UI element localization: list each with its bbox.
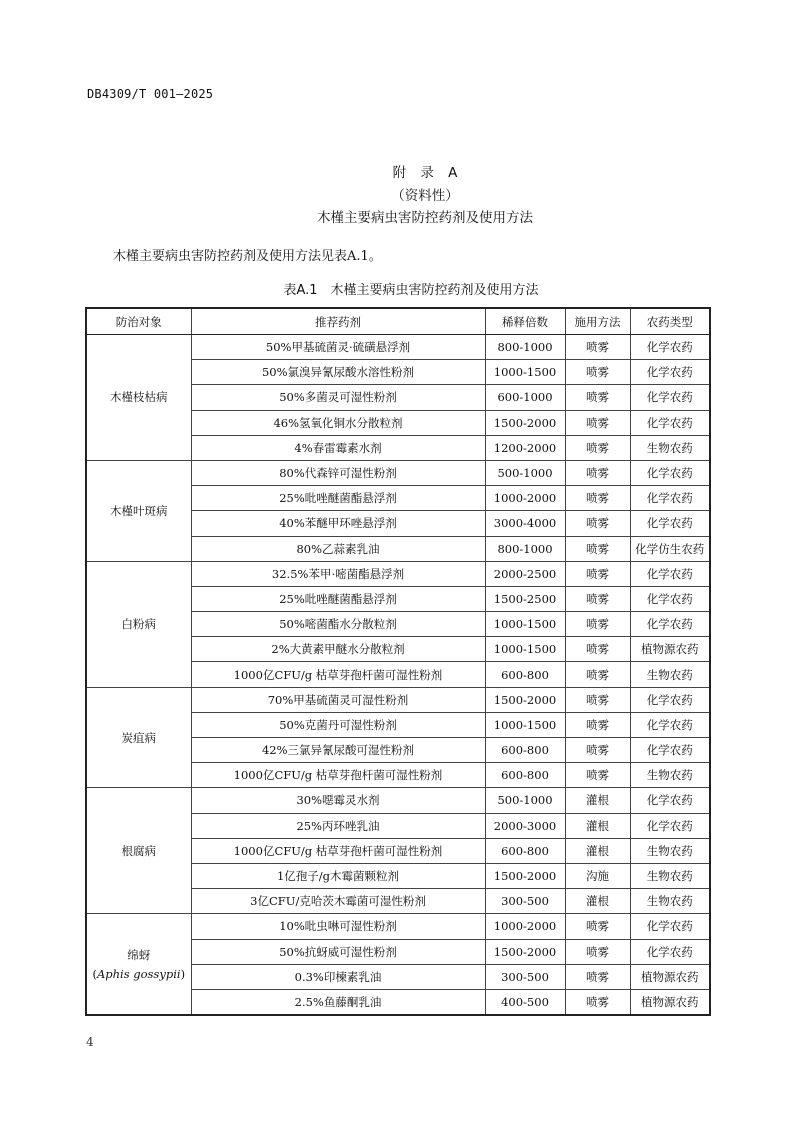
method-cell: 喷雾	[565, 687, 630, 712]
type-cell: 植物源农药	[630, 964, 710, 989]
method-cell: 喷雾	[565, 586, 630, 611]
appendix-title: 附 录 A	[392, 165, 458, 181]
method-cell: 喷雾	[565, 662, 630, 687]
target-cell	[86, 335, 191, 461]
dilution-cell: 1000-1500	[485, 637, 565, 662]
dilution-cell: 500-1000	[485, 788, 565, 813]
dilution-cell: 1500-2000	[485, 687, 565, 712]
document-code: DB4309/T 001—2025	[87, 87, 214, 101]
agent-cell: 25%丙环唑乳油	[191, 813, 485, 838]
method-cell: 喷雾	[565, 385, 630, 410]
agent-cell: 80%代森锌可湿性粉剂	[191, 460, 485, 485]
agent-cell: 46%氢氧化铜水分散粒剂	[191, 410, 485, 435]
dilution-cell: 600-800	[485, 738, 565, 763]
dilution-cell: 1000-1500	[485, 612, 565, 637]
agent-cell: 30%噁霉灵水剂	[191, 788, 485, 813]
scientific-name-text: Aphis gossypii	[96, 967, 181, 982]
agent-cell: 32.5%苯甲·嘧菌酯悬浮剂	[191, 561, 485, 586]
dilution-cell: 800-1000	[485, 335, 565, 360]
agent-cell: 25%吡唑醚菌酯悬浮剂	[191, 586, 485, 611]
agent-cell: 10%吡虫啉可湿性粉剂	[191, 914, 485, 939]
type-cell: 化学农药	[630, 612, 710, 637]
agent-cell: 50%多菌灵可湿性粉剂	[191, 385, 485, 410]
type-cell: 化学农药	[630, 712, 710, 737]
method-cell: 喷雾	[565, 612, 630, 637]
method-cell: 喷雾	[565, 511, 630, 536]
type-cell: 化学农药	[630, 335, 710, 360]
method-cell: 喷雾	[565, 561, 630, 586]
type-cell: 生物农药	[630, 763, 710, 788]
table-header-row	[86, 308, 710, 335]
agent-cell: 50%克菌丹可湿性粉剂	[191, 712, 485, 737]
pesticide-table	[85, 307, 711, 1016]
target-scientific-name: (Aphis gossypii)	[92, 967, 186, 982]
agent-cell: 0.3%印楝素乳油	[191, 964, 485, 989]
dilution-cell: 800-1000	[485, 536, 565, 561]
method-cell: 灌根	[565, 838, 630, 863]
table-row	[86, 914, 710, 939]
agent-cell: 50%嘧菌酯水分散粒剂	[191, 612, 485, 637]
agent-cell: 25%吡唑醚菌酯悬浮剂	[191, 486, 485, 511]
agent-cell: 1000亿CFU/g 枯草芽孢杆菌可湿性粉剂	[191, 763, 485, 788]
method-cell: 喷雾	[565, 964, 630, 989]
type-cell: 化学农药	[630, 914, 710, 939]
dilution-cell: 1500-2000	[485, 939, 565, 964]
type-cell: 化学农药	[630, 939, 710, 964]
method-cell: 喷雾	[565, 637, 630, 662]
method-cell: 喷雾	[565, 460, 630, 485]
type-cell: 化学农药	[630, 460, 710, 485]
agent-cell: 50%甲基硫菌灵·硫磺悬浮剂	[191, 335, 485, 360]
agent-cell: 70%甲基硫菌灵可湿性粉剂	[191, 687, 485, 712]
method-cell: 灌根	[565, 788, 630, 813]
agent-cell: 1亿孢子/g木霉菌颗粒剂	[191, 863, 485, 888]
table-caption: 表A.1 木槿主要病虫害防控药剂及使用方法	[283, 283, 539, 298]
type-cell: 化学仿生农药	[630, 536, 710, 561]
column-header-dilution: 稀释倍数	[485, 308, 565, 335]
type-cell: 植物源农药	[630, 989, 710, 1015]
table-row	[86, 460, 710, 485]
target-name: 炭疽病	[121, 730, 156, 745]
target-name: 根腐病	[121, 843, 156, 858]
column-header-agent: 推荐药剂	[191, 308, 485, 335]
column-header-method: 施用方法	[565, 308, 630, 335]
type-cell: 化学农药	[630, 385, 710, 410]
agent-cell: 4%春雷霉素水剂	[191, 435, 485, 460]
target-cell	[86, 561, 191, 687]
method-cell: 喷雾	[565, 712, 630, 737]
method-cell: 喷雾	[565, 536, 630, 561]
method-cell: 喷雾	[565, 989, 630, 1015]
target-cell	[86, 687, 191, 788]
dilution-cell: 600-1000	[485, 385, 565, 410]
appendix-heading: 木槿主要病虫害防控药剂及使用方法	[317, 210, 533, 226]
agent-cell: 3亿CFU/克哈茨木霉菌可湿性粉剂	[191, 889, 485, 914]
type-cell: 化学农药	[630, 738, 710, 763]
agent-cell: 42%三氯异氰尿酸可湿性粉剂	[191, 738, 485, 763]
type-cell: 化学农药	[630, 410, 710, 435]
method-cell: 喷雾	[565, 939, 630, 964]
dilution-cell: 300-500	[485, 889, 565, 914]
dilution-cell: 600-800	[485, 763, 565, 788]
target-name: 绵蚜	[127, 948, 151, 963]
target-cell	[86, 788, 191, 914]
dilution-cell: 400-500	[485, 989, 565, 1015]
dilution-cell: 1000-2000	[485, 486, 565, 511]
dilution-cell: 2000-2500	[485, 561, 565, 586]
agent-cell: 50%抗蚜威可湿性粉剂	[191, 939, 485, 964]
type-cell: 生物农药	[630, 838, 710, 863]
dilution-cell: 1000-2000	[485, 914, 565, 939]
agent-cell: 40%苯醚甲环唑悬浮剂	[191, 511, 485, 536]
appendix-subtitle: （资料性）	[391, 188, 459, 204]
dilution-cell: 300-500	[485, 964, 565, 989]
page-number: 4	[86, 1035, 94, 1049]
dilution-cell: 600-800	[485, 838, 565, 863]
target-name: 木槿枝枯病	[110, 390, 168, 405]
method-cell: 喷雾	[565, 763, 630, 788]
table-row	[86, 788, 710, 813]
dilution-cell: 1500-2500	[485, 586, 565, 611]
type-cell: 化学农药	[630, 813, 710, 838]
type-cell: 化学农药	[630, 586, 710, 611]
table-row	[86, 687, 710, 712]
table-row	[86, 335, 710, 360]
dilution-cell: 1500-2000	[485, 863, 565, 888]
type-cell: 化学农药	[630, 561, 710, 586]
method-cell: 喷雾	[565, 486, 630, 511]
method-cell: 喷雾	[565, 335, 630, 360]
type-cell: 化学农药	[630, 486, 710, 511]
agent-cell: 2%大黄素甲醚水分散粒剂	[191, 637, 485, 662]
dilution-cell: 2000-3000	[485, 813, 565, 838]
dilution-cell: 1200-2000	[485, 435, 565, 460]
type-cell: 化学农药	[630, 360, 710, 385]
method-cell: 灌根	[565, 813, 630, 838]
table-body	[86, 335, 710, 1016]
type-cell: 生物农药	[630, 435, 710, 460]
method-cell: 喷雾	[565, 410, 630, 435]
method-cell: 沟施	[565, 863, 630, 888]
agent-cell: 80%乙蒜素乳油	[191, 536, 485, 561]
dilution-cell: 1000-1500	[485, 712, 565, 737]
target-cell	[86, 914, 191, 1015]
dilution-cell: 1500-2000	[485, 410, 565, 435]
dilution-cell: 600-800	[485, 662, 565, 687]
agent-cell: 50%氯溴异氰尿酸水溶性粉剂	[191, 360, 485, 385]
type-cell: 化学农药	[630, 788, 710, 813]
agent-cell: 2.5%鱼藤酮乳油	[191, 989, 485, 1015]
target-name: 白粉病	[121, 617, 156, 632]
type-cell: 生物农药	[630, 863, 710, 888]
target-name: 木槿叶斑病	[110, 503, 168, 518]
intro-paragraph: 木槿主要病虫害防控药剂及使用方法见表A.1。	[113, 249, 382, 264]
method-cell: 喷雾	[565, 914, 630, 939]
dilution-cell: 500-1000	[485, 460, 565, 485]
target-cell	[86, 460, 191, 561]
type-cell: 植物源农药	[630, 637, 710, 662]
method-cell: 喷雾	[565, 738, 630, 763]
method-cell: 喷雾	[565, 435, 630, 460]
table-row	[86, 561, 710, 586]
column-header-type: 农药类型	[630, 308, 710, 335]
dilution-cell: 1000-1500	[485, 360, 565, 385]
dilution-cell: 3000-4000	[485, 511, 565, 536]
method-cell: 喷雾	[565, 360, 630, 385]
agent-cell: 1000亿CFU/g 枯草芽孢杆菌可湿性粉剂	[191, 662, 485, 687]
column-header-target: 防治对象	[86, 308, 191, 335]
type-cell: 化学农药	[630, 687, 710, 712]
type-cell: 化学农药	[630, 511, 710, 536]
type-cell: 生物农药	[630, 889, 710, 914]
type-cell: 生物农药	[630, 662, 710, 687]
method-cell: 灌根	[565, 889, 630, 914]
agent-cell: 1000亿CFU/g 枯草芽孢杆菌可湿性粉剂	[191, 838, 485, 863]
